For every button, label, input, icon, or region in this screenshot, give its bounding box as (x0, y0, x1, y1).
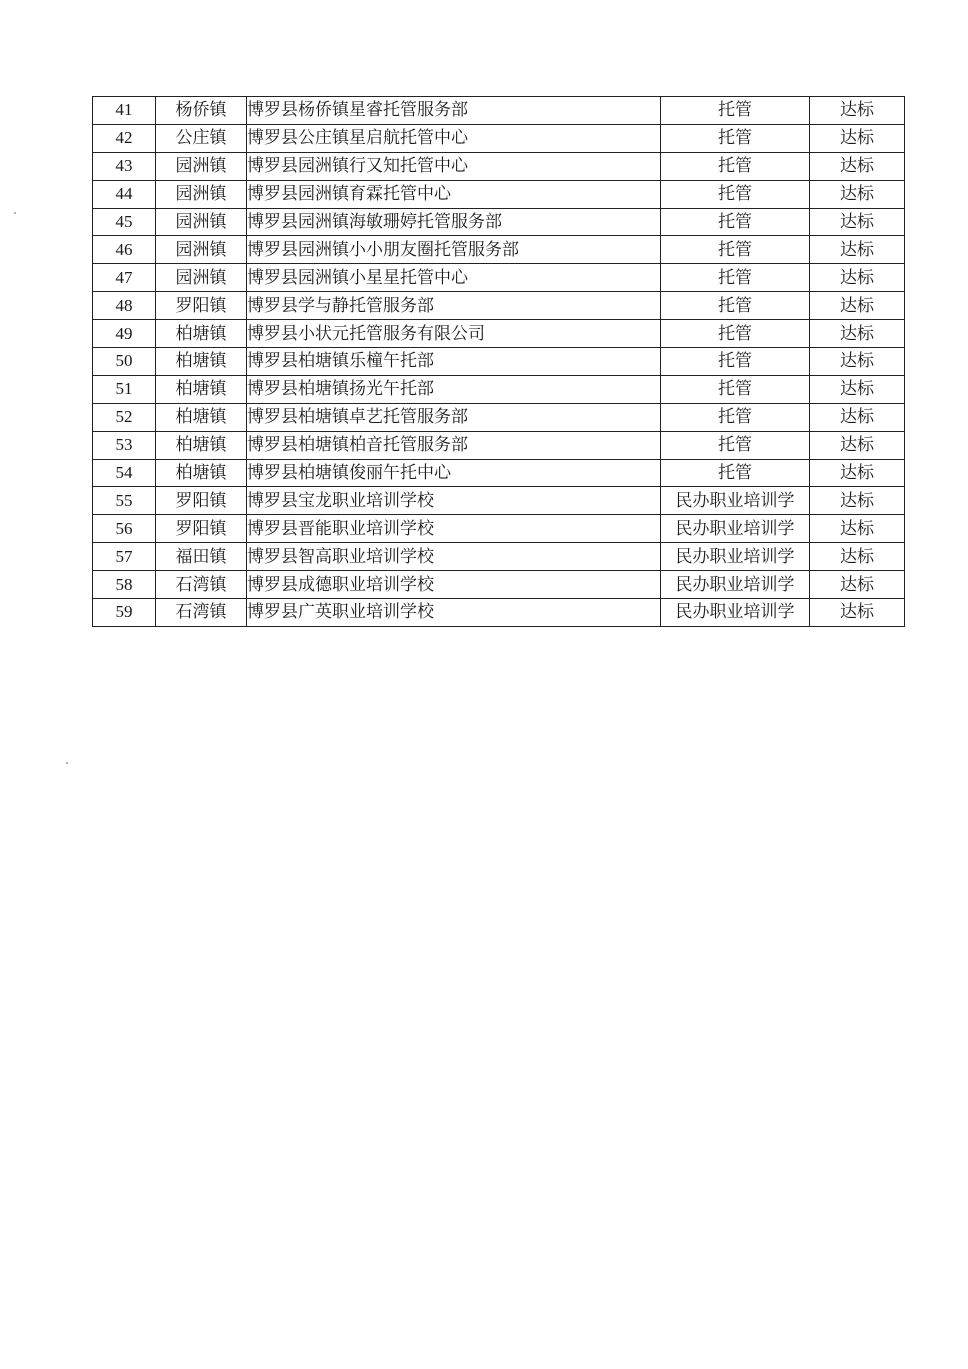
institution-name-cell: 博罗县晋能职业培训学校 (247, 515, 661, 543)
town-cell: 柏塘镇 (156, 431, 247, 459)
institution-type-cell: 托管 (661, 459, 810, 487)
institution-table (92, 96, 905, 627)
institution-name-cell: 博罗县智高职业培训学校 (247, 543, 661, 571)
institution-type-cell: 民办职业培训学 (661, 543, 810, 571)
institution-type-cell: 托管 (661, 431, 810, 459)
town-cell: 罗阳镇 (156, 292, 247, 320)
institution-name-cell: 博罗县成德职业培训学校 (247, 571, 661, 599)
status-cell: 达标 (810, 431, 905, 459)
town-cell: 园洲镇 (156, 264, 247, 292)
institution-name-cell: 博罗县园洲镇小星星托管中心 (247, 264, 661, 292)
row-number-cell: 58 (93, 571, 156, 599)
status-cell: 达标 (810, 320, 905, 348)
institution-name-cell: 博罗县柏塘镇卓艺托管服务部 (247, 403, 661, 431)
institution-name-cell: 博罗县柏塘镇扬光午托部 (247, 375, 661, 403)
row-number-cell: 52 (93, 403, 156, 431)
town-cell: 园洲镇 (156, 208, 247, 236)
town-cell: 柏塘镇 (156, 320, 247, 348)
table-row (93, 348, 905, 376)
institution-name-cell: 博罗县广英职业培训学校 (247, 599, 661, 627)
institution-type-cell: 托管 (661, 264, 810, 292)
institution-name-cell: 博罗县小状元托管服务有限公司 (247, 320, 661, 348)
institution-type-cell: 托管 (661, 97, 810, 125)
status-cell: 达标 (810, 152, 905, 180)
town-cell: 石湾镇 (156, 599, 247, 627)
table-row (93, 180, 905, 208)
status-cell: 达标 (810, 180, 905, 208)
table-row (93, 543, 905, 571)
institution-type-cell: 托管 (661, 236, 810, 264)
institution-name-cell: 博罗县公庄镇星启航托管中心 (247, 124, 661, 152)
institution-name-cell: 博罗县园洲镇育霖托管中心 (247, 180, 661, 208)
town-cell: 杨侨镇 (156, 97, 247, 125)
status-cell: 达标 (810, 375, 905, 403)
institution-name-cell: 博罗县学与静托管服务部 (247, 292, 661, 320)
institution-name-cell: 博罗县杨侨镇星睿托管服务部 (247, 97, 661, 125)
town-cell: 柏塘镇 (156, 375, 247, 403)
town-cell: 柏塘镇 (156, 348, 247, 376)
town-cell: 罗阳镇 (156, 515, 247, 543)
status-cell: 达标 (810, 599, 905, 627)
town-cell: 园洲镇 (156, 236, 247, 264)
status-cell: 达标 (810, 571, 905, 599)
table-row (93, 599, 905, 627)
institution-type-cell: 民办职业培训学 (661, 599, 810, 627)
institution-name-cell: 博罗县柏塘镇乐橦午托部 (247, 348, 661, 376)
status-cell: 达标 (810, 264, 905, 292)
row-number-cell: 42 (93, 124, 156, 152)
table-row (93, 292, 905, 320)
institution-type-cell: 托管 (661, 208, 810, 236)
status-cell: 达标 (810, 124, 905, 152)
row-number-cell: 59 (93, 599, 156, 627)
row-number-cell: 45 (93, 208, 156, 236)
table-row (93, 515, 905, 543)
row-number-cell: 46 (93, 236, 156, 264)
row-number-cell: 49 (93, 320, 156, 348)
table-row (93, 403, 905, 431)
institution-type-cell: 民办职业培训学 (661, 515, 810, 543)
institution-type-cell: 托管 (661, 152, 810, 180)
status-cell: 达标 (810, 97, 905, 125)
status-cell: 达标 (810, 292, 905, 320)
institution-type-cell: 托管 (661, 292, 810, 320)
table-body (93, 97, 905, 627)
row-number-cell: 44 (93, 180, 156, 208)
town-cell: 园洲镇 (156, 180, 247, 208)
town-cell: 福田镇 (156, 543, 247, 571)
table-row (93, 152, 905, 180)
table-row (93, 124, 905, 152)
town-cell: 园洲镇 (156, 152, 247, 180)
row-number-cell: 54 (93, 459, 156, 487)
institution-name-cell: 博罗县柏塘镇柏音托管服务部 (247, 431, 661, 459)
row-number-cell: 50 (93, 348, 156, 376)
institution-name-cell: 博罗县柏塘镇俊丽午托中心 (247, 459, 661, 487)
row-number-cell: 47 (93, 264, 156, 292)
table-row (93, 459, 905, 487)
status-cell: 达标 (810, 543, 905, 571)
town-cell: 柏塘镇 (156, 403, 247, 431)
town-cell: 公庄镇 (156, 124, 247, 152)
row-number-cell: 43 (93, 152, 156, 180)
table-row (93, 487, 905, 515)
row-number-cell: 56 (93, 515, 156, 543)
status-cell: 达标 (810, 515, 905, 543)
row-number-cell: 51 (93, 375, 156, 403)
row-number-cell: 41 (93, 97, 156, 125)
institution-type-cell: 托管 (661, 124, 810, 152)
status-cell: 达标 (810, 236, 905, 264)
table-row (93, 431, 905, 459)
institution-type-cell: 民办职业培训学 (661, 487, 810, 515)
status-cell: 达标 (810, 403, 905, 431)
town-cell: 罗阳镇 (156, 487, 247, 515)
town-cell: 柏塘镇 (156, 459, 247, 487)
institution-type-cell: 托管 (661, 348, 810, 376)
institution-type-cell: 托管 (661, 180, 810, 208)
row-number-cell: 57 (93, 543, 156, 571)
scan-speck (14, 212, 16, 214)
row-number-cell: 48 (93, 292, 156, 320)
table-row (93, 264, 905, 292)
status-cell: 达标 (810, 348, 905, 376)
institution-name-cell: 博罗县园洲镇海敏珊婷托管服务部 (247, 208, 661, 236)
institution-name-cell: 博罗县园洲镇行又知托管中心 (247, 152, 661, 180)
status-cell: 达标 (810, 459, 905, 487)
row-number-cell: 55 (93, 487, 156, 515)
scan-speck (66, 762, 68, 764)
table-row (93, 320, 905, 348)
table-row (93, 97, 905, 125)
table-row (93, 208, 905, 236)
town-cell: 石湾镇 (156, 571, 247, 599)
row-number-cell: 53 (93, 431, 156, 459)
table-row (93, 236, 905, 264)
institution-name-cell: 博罗县宝龙职业培训学校 (247, 487, 661, 515)
status-cell: 达标 (810, 208, 905, 236)
status-cell: 达标 (810, 487, 905, 515)
institution-type-cell: 托管 (661, 320, 810, 348)
institution-name-cell: 博罗县园洲镇小小朋友圈托管服务部 (247, 236, 661, 264)
table-row (93, 571, 905, 599)
institution-type-cell: 民办职业培训学 (661, 571, 810, 599)
institution-type-cell: 托管 (661, 403, 810, 431)
table-row (93, 375, 905, 403)
institution-type-cell: 托管 (661, 375, 810, 403)
